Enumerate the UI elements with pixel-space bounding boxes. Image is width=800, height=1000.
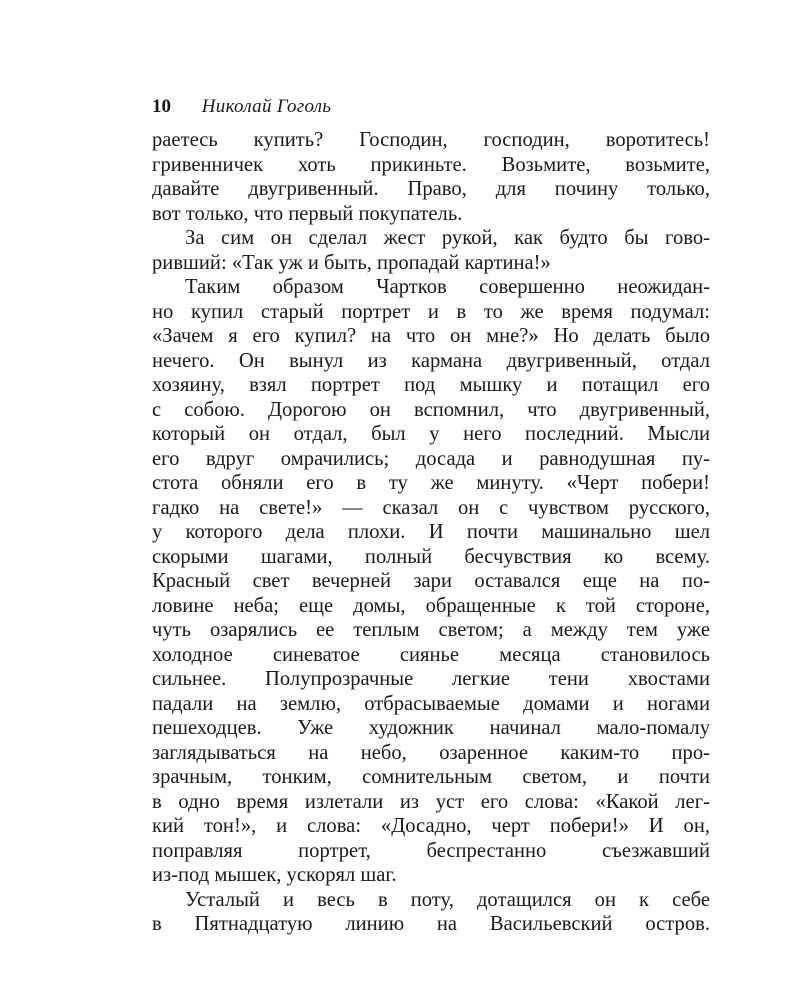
text-line: его вдруг омрачились; досада и равнодушная пу- xyxy=(152,447,710,470)
text-line: Красный свет вечерней зари оставался еще на по- xyxy=(152,570,710,592)
text-line: гадко на свете!» — сказал он с чувством русского, xyxy=(152,496,710,519)
text-line: который он отдал, был у него последний. Мысли xyxy=(152,423,710,445)
text-line: За сим он сделал жест рукой, как будто бы гово- xyxy=(185,227,710,249)
text-line: поправляя портрет, беспрестанно съезжавший xyxy=(152,839,710,862)
text-line: из-под мышек, ускорял шаг. xyxy=(152,864,397,886)
running-head xyxy=(152,92,710,122)
paragraph xyxy=(152,128,710,226)
text-line: нечего. Он вынул из кармана двугривенный, отдал xyxy=(152,349,710,372)
author-name: Николай Гоголь xyxy=(201,96,332,117)
text-line: Усталый и весь в поту, дотащился он к себе xyxy=(185,888,710,911)
text-line: раетесь купить? Господин, господин, воротитесь! xyxy=(152,129,710,151)
text-line: холодное синеватое сиянье месяца становилось xyxy=(152,643,710,666)
text-line: ловине неба; еще домы, обращенные к той стороне, xyxy=(152,594,710,617)
text-line: у которого дела плохи. И почти машинально шел xyxy=(152,521,710,543)
text-line: чуть озарялись ее теплым светом; а между тем уже xyxy=(152,619,710,641)
text-line: «Зачем я его купил? на что он мне?» Но делать было xyxy=(152,325,710,347)
text-line: стота обняли его в ту же минуту. «Черт побери! xyxy=(152,472,710,494)
text-line: кий тон!», и слова: «Досадно, черт побери!» И он, xyxy=(152,815,710,837)
paragraph xyxy=(152,226,710,275)
text-line: пешеходцев. Уже художник начинал мало-помалу xyxy=(152,717,710,739)
text-line: зрачным, тонким, сомнительным светом, и почти xyxy=(152,766,710,788)
text-line: хозяину, взял портрет под мышку и потащил его xyxy=(152,374,710,396)
text-line: но купил старый портрет и в то же время подумал: xyxy=(152,300,710,323)
paragraph xyxy=(152,275,710,888)
text-line: заглядываться на небо, озаренное каким-то про- xyxy=(152,741,710,764)
text-line: в Пятнадцатую линию на Васильевский остров. xyxy=(152,913,710,935)
text-line: ривший: «Так уж и быть, пропадай картина!» xyxy=(152,251,551,274)
text-line: вот только, что первый покупатель. xyxy=(152,202,463,225)
text-line: давайте двугривенный. Право, для почину только, xyxy=(152,178,710,200)
text-line: падали на землю, отбрасываемые домами и ногами xyxy=(152,692,710,715)
body-text xyxy=(152,128,710,937)
text-line: скорыми шагами, полный бесчувствия ко всему. xyxy=(152,545,710,568)
text-line: Таким образом Чартков совершенно неожидан- xyxy=(185,276,710,298)
text-line: гривенничек хоть прикиньте. Возьмите, возьмите, xyxy=(152,153,710,176)
book-page xyxy=(152,92,710,937)
page-number: 10 xyxy=(152,96,171,117)
text-line: сильнее. Полупрозрачные легкие тени хвостами xyxy=(152,668,710,690)
paragraph xyxy=(152,888,710,937)
text-line: с собою. Дорогою он вспомнил, что двугривенный, xyxy=(152,398,710,421)
text-line: в одно время излетали из уст его слова: «Какой лег- xyxy=(152,790,710,813)
